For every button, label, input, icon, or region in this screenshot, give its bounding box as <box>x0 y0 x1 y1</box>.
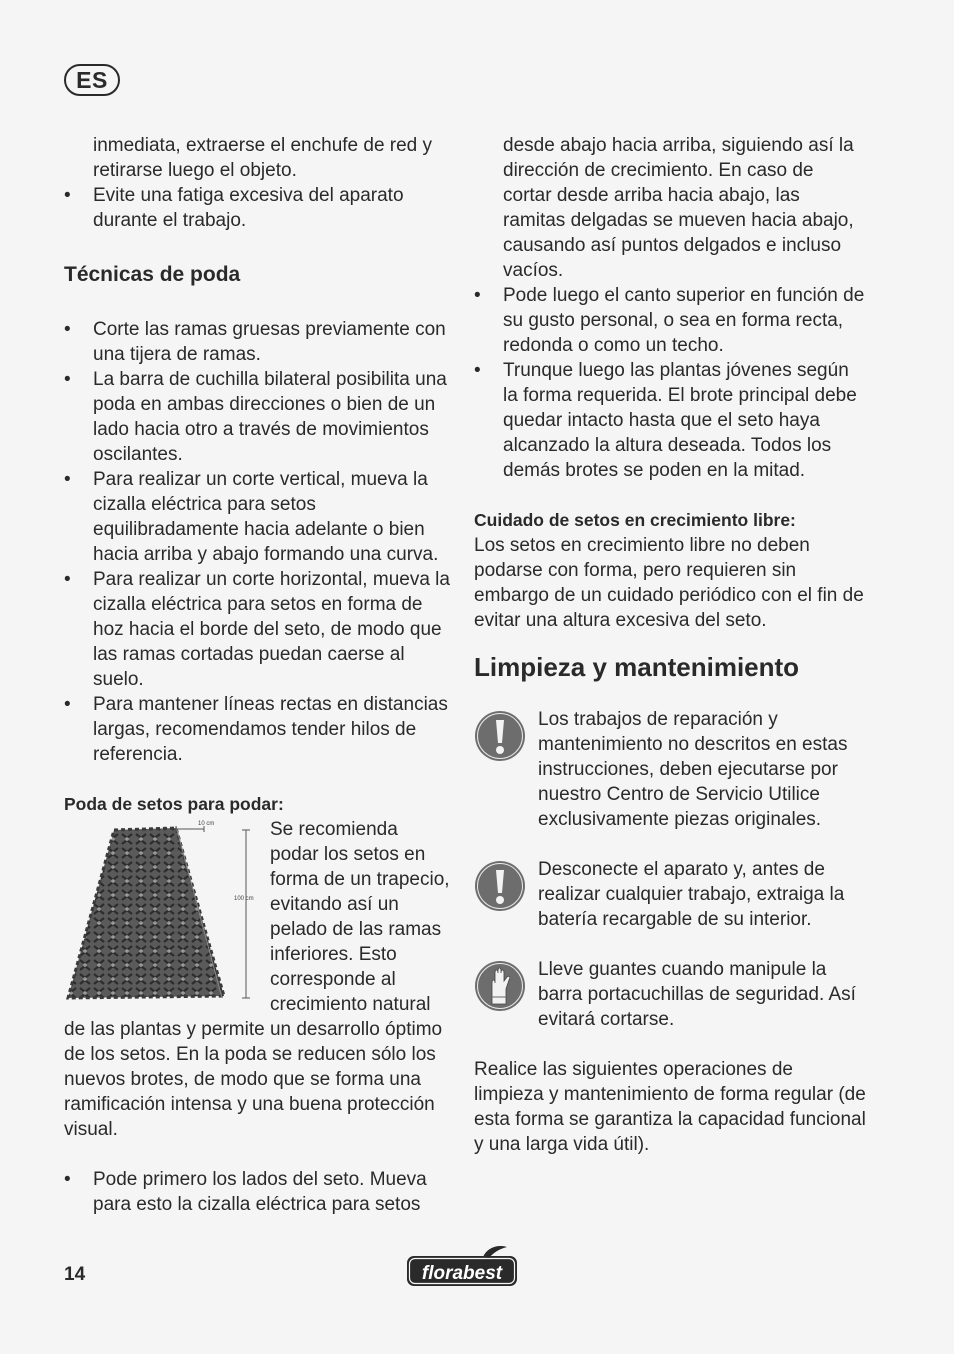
notice-repair <box>474 707 866 832</box>
page-number: 14 <box>64 1264 86 1285</box>
subheading-hedge-shape: Poda de setos para podar: <box>64 794 284 814</box>
svg-text:florabest: florabest <box>421 1263 503 1284</box>
list-item: • La barra de cuchilla bilateral posibilita una poda en ambas direcciones o bien de un lado hacia otro a través de movimientos oscilantes. <box>64 367 450 467</box>
notice-disconnect <box>474 857 866 932</box>
section-heading-pruning: Técnicas de poda <box>64 263 241 286</box>
closing-paragraph: Realice las siguientes operaciones de limpieza y mantenimiento de forma regular (de esta forma se garantiza la capacidad funcional y una larga vida útil). <box>474 1059 866 1155</box>
list-item: • Para realizar un corte vertical, mueva la cizalla eléctrica para setos equilibradamente hacia adelante o bien hacia arriba y abajo formando una curva. <box>64 467 450 567</box>
right-column <box>474 133 866 1157</box>
glove-icon <box>474 959 526 1013</box>
continued-text: inmediata, extraerse el enchufe de red y retirarse luego el objeto. <box>93 135 433 181</box>
pruning-list <box>64 317 450 767</box>
list-item: • Corte las ramas gruesas previamente con una tijera de ramas. <box>64 317 450 367</box>
width-label: 10 cm <box>198 821 215 827</box>
list-item: • Para realizar un corte horizontal, mueva la cizalla eléctrica para setos en forma de hoz hacia el borde del seto, de modo que las ramas cortadas puedan caerse al suelo. <box>64 567 450 692</box>
list-item: • Pode primero los lados del seto. Mueva para esto la cizalla eléctrica para setos <box>64 1167 450 1217</box>
notice-text: Desconecte el aparato y, antes de realizar cualquier trabajo, extraiga la batería recargable de su interior. <box>538 859 845 930</box>
language-badge: ES <box>64 64 120 96</box>
notice-gloves <box>474 957 866 1032</box>
list-item: • Trunque luego las plantas jóvenes según la forma requerida. El brote principal debe quedar intacto hasta que el seto haya alcanzado la altura deseada. Todos los demás brotes se poden en la mitad. <box>474 358 866 483</box>
hedge-trapezoid-illustration <box>64 818 260 1008</box>
height-label: 100 cm <box>234 896 254 902</box>
subheading-free-growth: Cuidado de setos en crecimiento libre: <box>474 510 796 530</box>
notice-text: Los trabajos de reparación y mantenimiento no descritos en estas instrucciones, deben ejecutarse por nuestro Centro de Servicio Utilice exclusivamente piezas originales. <box>538 709 848 830</box>
list-item: • Evite una fatiga excesiva del aparato durante el trabajo. <box>64 183 450 233</box>
exclamation-icon <box>474 709 526 763</box>
list-item: • Pode luego el canto superior en función de su gusto personal, o sea en forma recta, redonda o como un techo. <box>474 283 866 358</box>
notice-text: Lleve guantes cuando manipule la barra portacuchillas de seguridad. Así evitará cortarse. <box>538 959 856 1030</box>
pruning-list-continued <box>474 283 866 483</box>
section-heading-maintenance: Limpieza y mantenimiento <box>474 652 800 682</box>
continued-text: desde abajo hacia arriba, siguiendo así la dirección de crecimiento. En caso de cortar desde arriba hacia abajo, las ramitas delgadas se mueven hacia abajo, causando así puntos delgados e incluso vacíos. <box>503 135 854 281</box>
list-item: • Para mantener líneas rectas en distancias largas, recomendamos tender hilos de referencia. <box>64 692 450 767</box>
exclamation-icon <box>474 859 526 913</box>
left-column <box>64 133 450 1217</box>
brand-logo <box>405 1244 519 1289</box>
free-growth-paragraph: Los setos en crecimiento libre no deben podarse con forma, pero requieren sin embargo de un cuidado periódico con el fin de evitar una altura excesiva del seto. <box>474 535 864 631</box>
hedge-paragraph: Se recomienda podar los setos en forma de un trapecio, evitando así un pelado de las ramas inferiores. Esto corresponde al crecimiento natural de las plantas y permite un desarrollo óptimo de los setos. En la poda se reducen sólo los nuevos brotes, de modo que se forma una ramificación intensa y una buena protección visual. <box>64 819 450 1140</box>
hedge-section <box>64 817 450 1142</box>
